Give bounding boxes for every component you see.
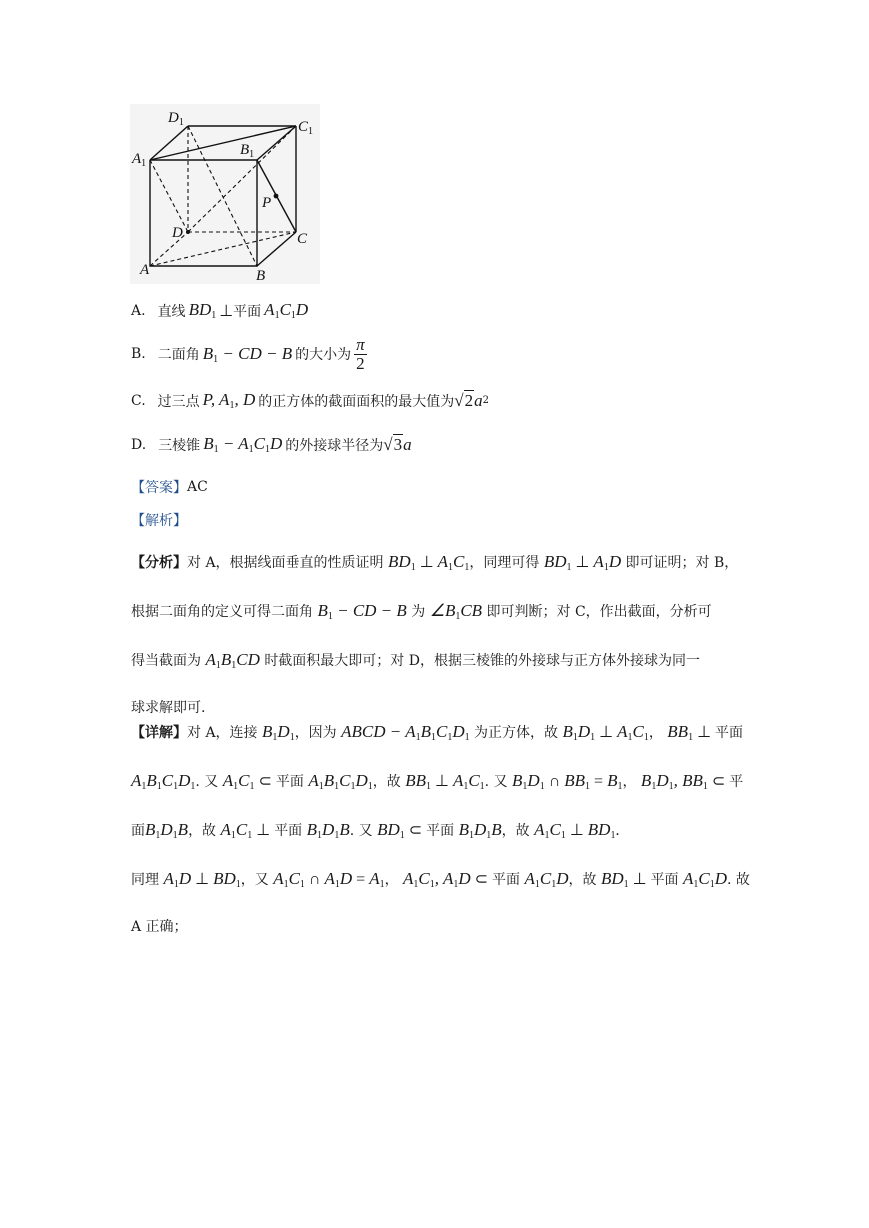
option-a: A. 直线 $BD_1$ ⊥ 平面 $A_1C_1D$ — [131, 300, 309, 321]
option-b-text2: 的大小为 — [295, 347, 352, 364]
option-b-text1: 二面角 — [157, 347, 200, 364]
label-b: B — [256, 268, 266, 284]
label-a: A — [140, 262, 150, 278]
cube-diagram — [130, 104, 320, 284]
option-d-text1: 三棱锥 — [158, 437, 201, 454]
option-b-tag: B. — [131, 346, 146, 363]
fenxi-paragraph: 【分析】对 A，根据线面垂直的性质证明 $BD_1$ ⊥ $A_1C_1$，同理可得 $BD_1$ ⊥ $A_1D$ 即可证明；对 B， 根据二面角的定义可得二面角 $B_1$ − CD − B 为 $\angle B_1CB$ 即可判断；对 C，作出截面，分析可 得当截面为 $A_1B_1CD$ 时截面积最大即可；对 D，根据三棱锥的外接球与正方体外接球为同一 球求解即可. — [131, 552, 739, 716]
label-c: C — [297, 231, 308, 247]
fenxi-label: 【分析】 — [131, 555, 187, 571]
pi-over-2: $\frac{\pi}{2}$ — [356, 335, 365, 373]
option-a-text2: 平面 — [233, 303, 262, 320]
label-a1: $A_1$ — [132, 151, 147, 169]
option-a-text1: 直线 — [157, 303, 186, 320]
analysis-label: 【解析】 — [131, 513, 187, 529]
option-c-text1: 过三点 — [157, 393, 200, 410]
label-c1: $C_1$ — [298, 119, 314, 137]
option-a-tag: A. — [131, 302, 146, 319]
option-d-text2: 的外接球半径为 — [285, 437, 384, 454]
analysis-line — [131, 510, 187, 530]
label-d1: $D_1$ — [168, 110, 184, 128]
option-c-text2: 的正方体的截面面积的最大值为 — [258, 393, 455, 410]
cube-figure — [130, 104, 320, 284]
option-c: C. 过三点 P, $A_1$, D 的正方体的截面面积的最大值为 √ 2 a 2 — [131, 390, 489, 411]
answer-value: AC — [187, 479, 208, 495]
option-b: B. 二面角 $B_1$ − CD − B 的大小为 $\frac{\pi}{2}$ — [131, 335, 365, 373]
label-b1: $B_1$ — [240, 142, 255, 160]
option-d: D. 三棱锥 $B_1 - A_1C_1D$ 的外接球半径为 √ 3 a — [131, 434, 412, 455]
answer-label: 【答案】 — [131, 480, 187, 496]
label-d: D — [172, 225, 183, 241]
answer-line — [131, 477, 208, 497]
option-c-tag: C. — [131, 392, 146, 409]
xiangjie-label: 【详解】 — [131, 725, 187, 741]
option-d-tag: D. — [131, 436, 147, 453]
xiangjie-paragraph: 【详解】对 A，连接 $B_1D_1$，因为 ABCD − $A_1B_1C_1D_1$ 为正方体，故 $B_1D_1$ ⊥ $A_1C_1$， $BB_1$ ⊥ 平面 $A_1B_1C_1D_1$. 又 $A_1C_1$ ⊂ 平面 $A_1B_1C_1D_1$，故 $BB_1$ ⊥ $A_1C_1$. 又 $B_1D_1$ ∩ $BB_1 = B_1$， $B_1D_1$, $BB_1$ ⊂ 平 面$B_1D_1B$，故 $A_1C_1$ ⊥ 平面 $B_1D_1B$. 又 $BD_1$ ⊂ 平面 $B_1D_1B$，故 $A_1C_1$ ⊥ $BD_1$. 同理 $A_1D$ ⊥ $BD_1$，又 $A_1C_1$ ∩ $A_1D = A_1$， $A_1C_1$, $A_1D$ ⊂ 平面 $A_1C_1D$，故 $BD_1$ ⊥ 平面 $A_1C_1D$. 故 A 正确； — [131, 722, 750, 935]
label-p: P — [262, 195, 272, 211]
